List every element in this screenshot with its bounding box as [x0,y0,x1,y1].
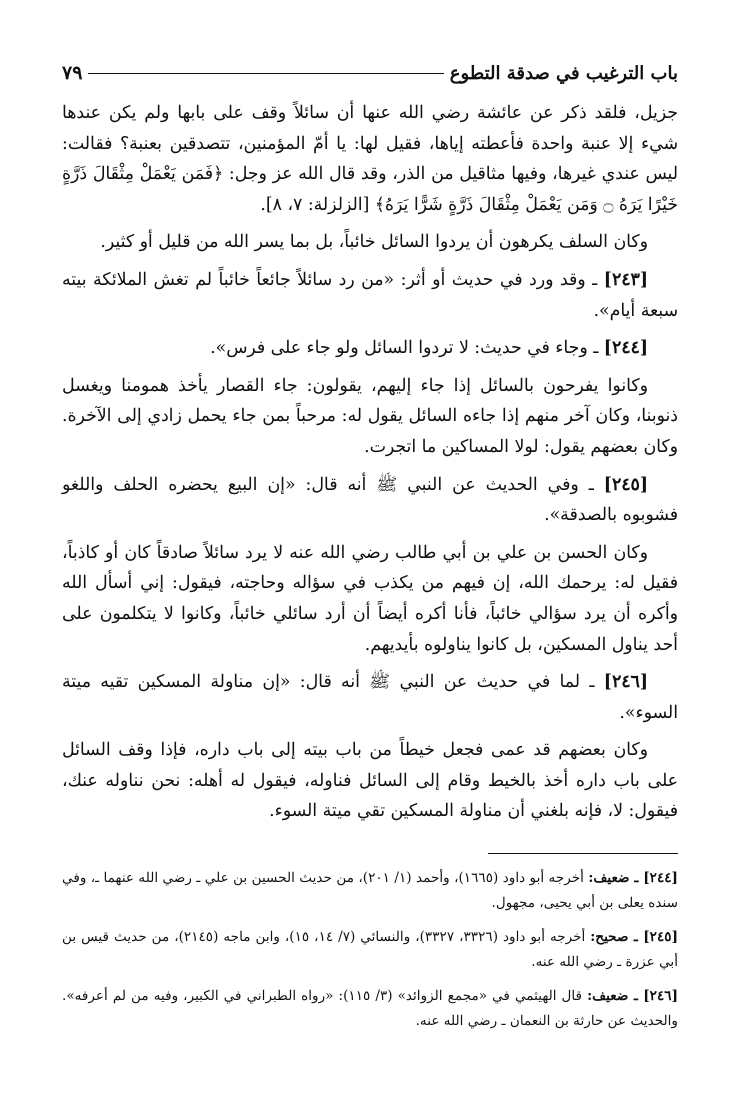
footnote-divider [488,853,678,854]
hadith-245 [62,470,678,531]
hadith-number: [٢٤٤] [603,338,648,359]
hadith-text: ـ وقد ورد في حديث أو أثر: «من رد سائلاً جائعاً خائباً لم تغش الملائكة بيته سبعة أيام». [62,269,678,321]
paragraph-1: جزيل، فلقد ذكر عن عائشة رضي الله عنها أن سائلاً وقف على بابها ولم يكن عندها شيء إلا عنبة واحدة فأعطته إياها، فقيل لها: يا أمّ المؤمنين، تتصدقين بعنبة؟ فقالت: ليس عندي غيرها، وفيها مثاقيل من الذر، وقد قال الله عز وجل: ﴿فَمَن يَعْمَلْ مِثْقَالَ ذَرَّةٍ خَيْرًا يَرَهُ ۝ وَمَن يَعْمَلْ مِثْقَالَ ذَرَّةٍ شَرًّا يَرَهُ﴾ [الزلزلة: ٧، ٨]. [62,103,678,215]
running-header [62,58,678,88]
hadith-number: [٢٤٣] [603,269,648,290]
footnote-head: [٢٤٥] ـ صحيح: [590,929,678,945]
hadith-text: ـ لما في حديث عن النبي ﷺ أنه قال: «إن مناولة المسكين تقيه ميتة السوء». [62,672,678,723]
footnote-244 [62,866,678,916]
footnote-246 [62,984,678,1034]
hadith-243 [62,265,678,326]
hadith-text: ـ وفي الحديث عن النبي ﷺ أنه قال: «إن البيع يحضره الحلف واللغو فشوبوه بالصدقة». [62,474,678,526]
paragraph-5: وكانوا يفرحون بالسائل إذا جاء إليهم، يقولون: جاء القصار يأخذ همومنا ويغسل ذنوبنا، وكان آخر منهم إذا جاءه السائل يقول له: مرحباً بمن جاء يحمل زادي إلى الآخرة. وكان بعضهم يقول: لولا المساكين ما اتجرت. [62,375,678,457]
paragraph-9: وكان بعضهم قد عمى فجعل خيطاً من باب بيته إلى باب داره، فإذا وقف السائل على باب داره أخذ بالخيط وقام إلى السائل فناوله، فيقول له أهله: نحن نناوله عنك، فيقول: لا، فإنه بلغني أن مناولة المسكين تقي ميتة السوء. [62,740,678,822]
hadith-number: [٢٤٥] [603,474,648,495]
hadith-text: ـ وجاء في حديث: لا تردوا السائل ولو جاء على فرس». [210,338,604,359]
footnote-text: أخرجه أبو داود (١٦٦٥)، وأحمد (١/ ٢٠١)، من حديث الحسين بن علي ـ رضي الله عنهما ـ، وفي سنده يعلى بن أبي يحيى، مجهول. [62,870,678,911]
footnotes [62,866,678,1043]
main-text [62,98,678,834]
footnote-head: [٢٤٤] ـ ضعيف: [588,870,678,886]
chapter-title: باب الترغيب في صدقة التطوع [449,62,678,84]
footnote-head: [٢٤٦] ـ ضعيف: [587,988,679,1004]
paragraph-7: وكان الحسن بن علي بن أبي طالب رضي الله عنه لا يرد سائلاً صادقاً كان أو كاذباً، فقيل له: يرحمك الله، إن فيهم من يكذب في سؤاله وحاجته، فيقول: إني أسأل الله وأكره أن يرد سؤالي خائباً، فأنا أكره أيضاً أن أرد سائلي خائباً، وكانوا لا يتكلمون على أحد يناول المسكين، بل كانوا يناولوه بأيديهم. [62,542,678,655]
hadith-246 [62,667,678,728]
paragraph-2: وكان السلف يكرهون أن يردوا السائل خائباً، بل بما يسر الله من قليل أو كثير. [100,232,648,253]
hadith-number: [٢٤٦] [603,672,648,693]
page-number: ٧٩ [62,62,83,84]
footnote-text: قال الهيثمي في «مجمع الزوائد» (٣/ ١١٥): «رواه الطبراني في الكبير، وفيه من لم أعرفه». والحديث عن حارثة بن النعمان ـ رضي الله عنه. [62,988,678,1029]
hadith-244 [62,333,678,364]
footnote-text: أخرجه أبو داود (٣٣٢٦، ٣٣٢٧)، والنسائي (٧/ ١٤، ١٥)، وابن ماجه (٢١٤٥)، من حديث قيس بن أبي عزرة ـ رضي الله عنه. [62,929,678,970]
footnote-245 [62,925,678,975]
header-rule [88,73,443,74]
